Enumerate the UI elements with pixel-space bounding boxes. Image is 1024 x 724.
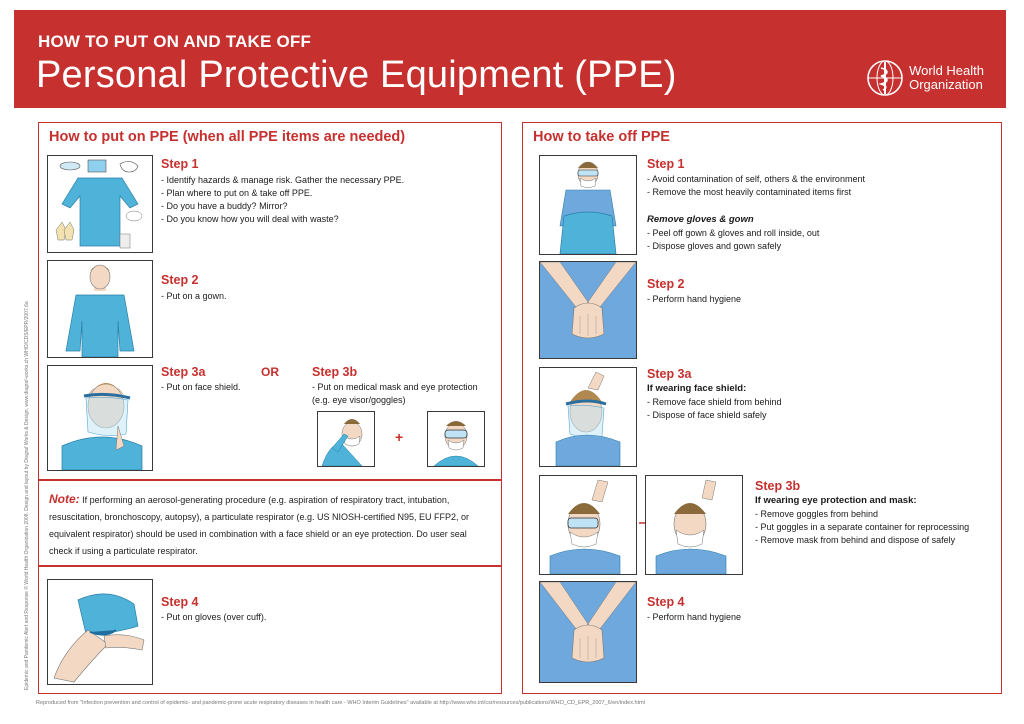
put-on-title: How to put on PPE (when all PPE items are needed): [49, 129, 406, 145]
put-on-step4-bullets: [161, 611, 266, 624]
who-name-line1: World Health: [909, 63, 984, 78]
take-off-step2-bullet: - Perform hand hygiene: [647, 294, 742, 304]
take-off-step1-subtitle: Remove gloves & gown: [647, 214, 754, 225]
take-off-step1-sub-bullets: [647, 227, 819, 253]
take-off-step3b-goggles-image: [539, 475, 637, 575]
take-off-panel: [522, 122, 1002, 694]
take-off-step4-image: [539, 581, 637, 683]
put-on-step3b-title: Step 3b: [312, 365, 358, 379]
footer-source: Reproduced from "Infection prevention and control of epidemic- and pandemic-prone acute respiratory diseases in health care - WHO Interim Guidelines" available at http://www.who.int/csr/resources/publications/WHO_CD_EPR_2007_6/en/index.html: [36, 700, 645, 706]
remove-face-shield-illustration: [540, 368, 636, 466]
take-off-step1-bullets: [647, 173, 865, 199]
header-subtitle: HOW TO PUT ON AND TAKE OFF: [38, 32, 312, 51]
side-credit: [24, 130, 34, 690]
take-off-step1-bullet: - Avoid contamination of self, others & the environment: [647, 174, 865, 184]
goggles-illustration: [428, 412, 484, 466]
take-off-step3b-title: Step 3b: [755, 479, 801, 493]
note-text: If performing an aerosol-generating procedure (e.g. aspiration of respiratory tract, intubation, resuscitation, bronchoscopy, autopsy), a particulate respirator (e.g. US NIOSH-certified N95, EU FFP2, or equivalent respirator) should be used in combination with a face shield or an eye protection. Do user seal check if using a particulate respirator.: [49, 495, 470, 556]
take-off-step1-image: [539, 155, 637, 255]
remove-mask-illustration: [646, 476, 742, 574]
put-on-step3a-bullets: [161, 381, 241, 394]
take-off-step4-bullets: [647, 611, 741, 624]
take-off-step1-bullet: - Remove the most heavily contaminated items first: [647, 187, 852, 197]
take-off-step3b-bullet: - Remove mask from behind and dispose of safely: [755, 535, 956, 545]
put-on-step1-image: [47, 155, 153, 253]
put-on-step1-bullet: - Do you know how you will deal with waste?: [161, 214, 339, 224]
take-off-step3b-bullet: - Remove goggles from behind: [755, 509, 879, 519]
take-off-step3a-bullets: [647, 396, 782, 422]
take-off-step3a-bullet: - Dispose of face shield safely: [647, 410, 767, 420]
put-on-step1-bullets: [161, 174, 404, 226]
note-label: Note:: [49, 492, 80, 506]
take-off-title: How to take off PPE: [533, 129, 670, 145]
take-off-step3b-bullets: [755, 508, 969, 547]
put-on-panel: [38, 122, 502, 694]
ppe-items-illustration: [48, 156, 152, 252]
take-off-step4-bullet: - Perform hand hygiene: [647, 612, 742, 622]
who-name-line2: Organization: [909, 77, 983, 92]
put-on-step3b-bullets: [312, 381, 478, 407]
take-off-step3b-subtitle: If wearing eye protection and mask:: [755, 495, 917, 506]
put-on-step1-bullet: - Do you have a buddy? Mirror?: [161, 201, 288, 211]
who-emblem-icon: [865, 58, 905, 98]
put-on-step3a-title: Step 3a: [161, 365, 206, 379]
take-off-step3b-bullet: - Put goggles in a separate container for reprocessing: [755, 522, 970, 532]
put-on-step3a-bullet: - Put on face shield.: [161, 382, 241, 392]
put-on-step2-bullets: [161, 290, 227, 303]
remove-goggles-illustration: [540, 476, 636, 574]
who-name: [909, 64, 984, 92]
or-label: OR: [261, 365, 279, 379]
final-hand-hygiene-illustration: [540, 582, 636, 682]
gloves-illustration: [48, 580, 152, 684]
put-on-step2-image: [47, 260, 153, 358]
take-off-step3a-image: [539, 367, 637, 467]
face-shield-illustration: [48, 366, 152, 470]
take-off-step4-title: Step 4: [647, 595, 685, 609]
remove-gown-illustration: [540, 156, 636, 254]
take-off-step2-image: [539, 261, 637, 359]
header-banner: [14, 10, 1006, 108]
who-logo: [865, 58, 984, 98]
put-on-step3a-image: [47, 365, 153, 471]
put-on-step3b-bullet: (e.g. eye visor/goggles): [312, 395, 406, 405]
plus-sign: +: [395, 429, 404, 445]
take-off-step1-sub-bullet: - Peel off gown & gloves and roll inside, out: [647, 228, 820, 238]
note-divider-top: [39, 479, 501, 481]
mask-illustration: [318, 412, 374, 466]
take-off-step3a-bullet: - Remove face shield from behind: [647, 397, 782, 407]
person-gown-illustration: [48, 261, 152, 357]
put-on-goggles-image: [427, 411, 485, 467]
put-on-step4-image: [47, 579, 153, 685]
take-off-step3b-mask-image: [645, 475, 743, 575]
put-on-mask-image: [317, 411, 375, 467]
put-on-step1-bullet: - Identify hazards & manage risk. Gather the necessary PPE.: [161, 175, 405, 185]
note-block: [49, 491, 489, 560]
side-credit-text: Epidemic and Pandemic Alert and Response © World Health Organization 2008. Design and layout by Diagraf Works & Design, www.diagraf-works.ch WHO/CDS/EPR/2007.6a: [24, 301, 30, 690]
take-off-step1-title: Step 1: [647, 157, 685, 171]
put-on-step1-title: Step 1: [161, 157, 199, 171]
hand-hygiene-illustration: [540, 262, 636, 358]
put-on-step4-title: Step 4: [161, 595, 199, 609]
note-divider-bottom: [39, 565, 501, 567]
put-on-step2-bullet: - Put on a gown.: [161, 291, 227, 301]
take-off-step3a-subtitle: If wearing face shield:: [647, 383, 747, 394]
put-on-step1-bullet: - Plan where to put on & take off PPE.: [161, 188, 313, 198]
header-title: Personal Protective Equipment (PPE): [36, 54, 677, 96]
put-on-step2-title: Step 2: [161, 273, 199, 287]
put-on-step3b-bullet: - Put on medical mask and eye protection: [312, 382, 478, 392]
take-off-step2-bullets: [647, 293, 741, 306]
put-on-step4-bullet: - Put on gloves (over cuff).: [161, 612, 267, 622]
take-off-step1-sub-bullet: - Dispose gloves and gown safely: [647, 241, 782, 251]
take-off-step3a-title: Step 3a: [647, 367, 692, 381]
take-off-step2-title: Step 2: [647, 277, 685, 291]
